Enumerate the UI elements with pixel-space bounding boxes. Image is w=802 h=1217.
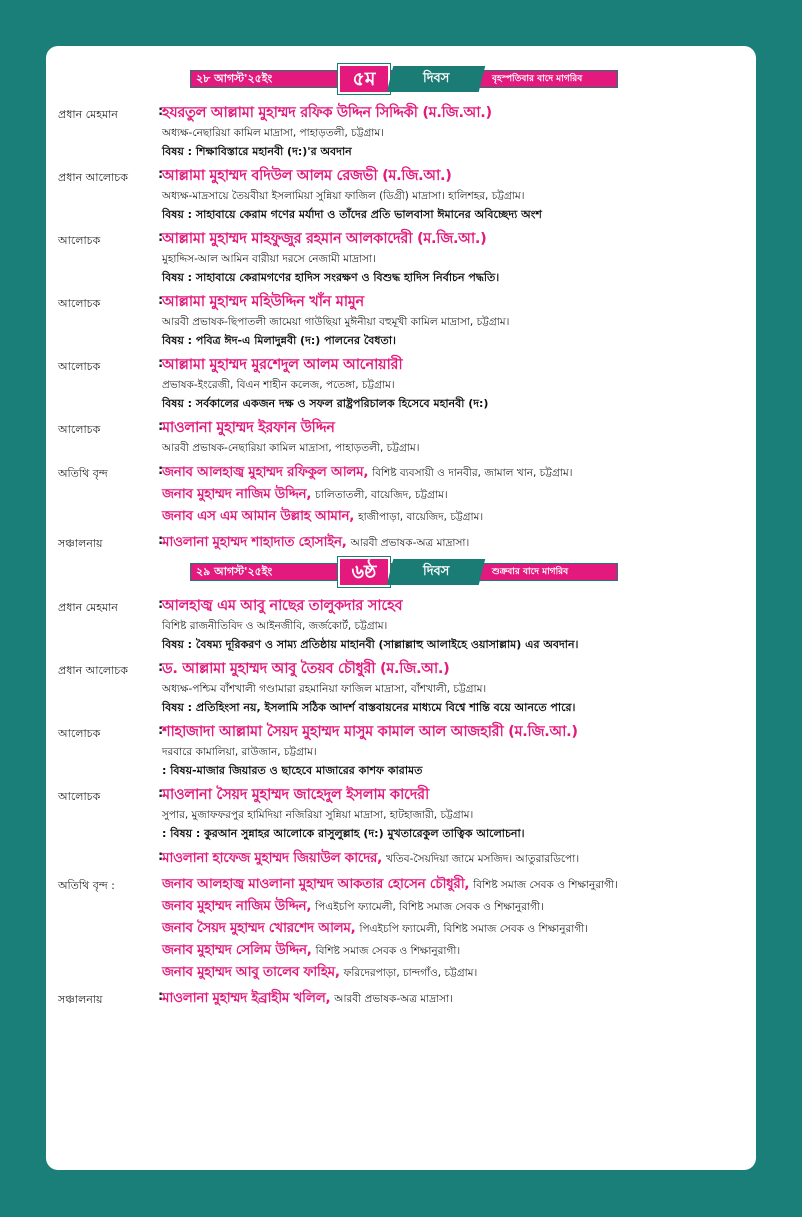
entry-role: প্রধান মেহমান — [58, 108, 118, 121]
guest-name: জনাব এস এম আমান উল্লাহ আমান, — [162, 508, 355, 524]
host-role: সঞ্চালনায় — [58, 537, 103, 550]
entry-institution: দরবারে কামালিয়া, রাউজান, চট্টগ্রাম। — [162, 746, 317, 758]
guest-name: জনাব আলহাজ্ব মুহাম্মদ রফিকুল আলম, — [162, 464, 369, 480]
entry-role: প্রধান মেহমান — [58, 601, 118, 614]
entry-institution: মুহাদ্দিস-আল আমিন বারীয়া দরসে নেজামী মাদ্রাসা। — [162, 253, 376, 265]
program-card — [46, 46, 756, 1170]
day6-banner — [46, 557, 756, 589]
guest-line — [162, 505, 756, 527]
guest-info: বিশিষ্ট সমাজ সেবক ও শিক্ষানুরাগী। — [315, 945, 461, 957]
entry-institution: অধ্যক্ষ-নেছারিয়া কামিল মাদ্রাসা, পাহাড়তলী, চট্টগ্রাম। — [162, 127, 384, 139]
entry-institution: অধ্যক্ষ-পশ্চিম বাঁশখালী গণ্ডামারা রহমানিয়া ফাজিল মাদ্রাসা, বাঁশখালী, চট্টগ্রাম। — [162, 683, 487, 695]
day6-entry-chief-speaker: প্রধান আলোচক : ড. আল্লামা মুহাম্মদ আবু তৈয়ব চৌধুরী (ম.জি.আ.) অধ্যক্ষ-পশ্চিম বাঁশখালী গণ্ডামারা রহমানিয়া ফাজিল মাদ্রাসা, বাঁশখালী, চট্টগ্রাম। বিষয় : প্রতিহিংসা নয়, ইসলামি সঠিক আদর্শ বাস্তবায়নের মাধ্যমে বিশ্বে শান্তি বয়ে আনতে পারে। — [46, 658, 756, 717]
host-line — [162, 531, 756, 553]
guest-info: বিশিষ্ট সমাজ সেবক ও শিক্ষানুরাগী। — [473, 879, 618, 891]
entry-role: আলোচক — [58, 360, 101, 373]
entry-name: আল্লামা মুহাম্মদ মুরশেদুল আলম আনোয়ারী — [162, 357, 403, 373]
entry-institution: বিশিষ্ট রাজনীতিবিদ ও আইনজীবি, জর্জকোর্ট, চট্টগ্রাম। — [162, 620, 388, 632]
entry-institution: প্রভাষক-ইংরেজী, বিএন শাহীন কলেজ, পতেঙ্গা, চট্টগ্রাম। — [162, 379, 395, 391]
guest-info: ফরিদেরপাড়া, চান্দগাঁও, চট্টগ্রাম। — [343, 967, 478, 979]
banner-day-word: দিবস — [387, 66, 485, 92]
entry-role: প্রধান আলোচক — [58, 171, 128, 184]
entry-name: আল্লামা মুহাম্মদ বদিউল আলম রেজভী (ম.জি.আ.) — [162, 168, 452, 184]
guest-line — [162, 461, 756, 483]
entry-name: ড. আল্লামা মুহাম্মদ আবু তৈয়ব চৌধুরী (ম.জি.আ.) — [162, 661, 450, 677]
entry-role: আলোচক — [58, 423, 101, 436]
day6-entry-chief-guest: প্রধান মেহমান : আলহাজ্ব এম আবু নাছের তালুকদার সাহেব বিশিষ্ট রাজনীতিবিদ ও আইনজীবি, জর্জকোর্ট, চট্টগ্রাম। বিষয় : বৈষম্য দূরিকরণ ও সাম্য প্রতিষ্ঠায় মাহানবী (সাল্লাল্লাহু আলাইহে ওয়াসাল্লাম) এর অবদান। — [46, 595, 756, 654]
banner-day-word: দিবস — [387, 559, 485, 585]
entry-topic: বিষয় : পবিত্র ঈদ-এ মিলাদুন্নবী (দ:) পালনের বৈধতা। — [162, 334, 396, 347]
entry-name: শাহাজাদা আল্লামা সৈয়দ মুহাম্মদ মাসুম কামাল আল আজহারী (ম.জি.আ.) — [162, 724, 578, 740]
entry-role: আলোচক — [58, 727, 101, 740]
guest-info: বিশিষ্ট ব্যবসায়ী ও দানবীর, জামাল খান, চট্টগ্রাম। — [372, 467, 573, 479]
host-info: আরবী প্রভাষক-অত্র মাদ্রাসা। — [350, 537, 470, 549]
guest-line — [162, 961, 756, 983]
day5-entry-chief-guest: প্রধান মেহমান : হযরতুল আল্লামা মুহাম্মদ রফিক উদ্দিন সিদ্দিকী (ম.জি.আ.) অধ্যক্ষ-নেছারিয়া কামিল মাদ্রাসা, পাহাড়তলী, চট্টগ্রাম। বিষয় : শিক্ষাবিস্তারে মহানবী (দ:)'র অবদান — [46, 102, 756, 161]
entry-role: আলোচক — [58, 234, 101, 247]
guest-info: চালিতাতলী, বায়েজিদ, চট্টগ্রাম। — [315, 489, 448, 501]
guest-name: জনাব মুহাম্মদ নাজিম উদ্দিন, — [162, 486, 312, 502]
host-role: সঞ্চালনায় — [58, 993, 103, 1006]
day5-entry-speaker: আলোচক : আল্লামা মুহাম্মদ মহিউদ্দিন খাঁন মামুন আরবী প্রভাষক-ছিপাতলী জামেয়া গাউছিয়া মুঈনীয়া বহুমূখী কামিল মাদ্রাসা, চট্টগ্রাম। বিষয় : পবিত্র ঈদ-এ মিলাদুন্নবী (দ:) পালনের বৈধতা। — [46, 291, 756, 350]
entry-topic: : বিষয়-মাজার জিয়ারত ও ছাহেবে মাজারের কাশফ কারামত — [162, 764, 423, 777]
entry-topic: বিষয় : প্রতিহিংসা নয়, ইসলামি সঠিক আদর্শ বাস্তবায়নের মাধ্যমে বিশ্বে শান্তি বয়ে আনতে পারে। — [162, 701, 576, 714]
day6-entry-speaker: আলোচক : শাহাজাদা আল্লামা সৈয়দ মুহাম্মদ মাসুম কামাল আল আজহারী (ম.জি.আ.) দরবারে কামালিয়া, রাউজান, চট্টগ্রাম। : বিষয়-মাজার জিয়ারত ও ছাহেবে মাজারের কাশফ কারামত — [46, 721, 756, 780]
entry-institution: অধ্যক্ষ-মাদ্রসায়ে তৈয়বীয়া ইসলামিয়া সুন্নিয়া ফাজিল (ডিগ্রী) মাদ্রাসা। হালিশহর, চট্টগ্রাম। — [162, 190, 525, 202]
banner-day-number: ৫ম — [338, 64, 390, 94]
guest-name: জনাব মুহাম্মদ আবু তালেব ফাহিম, — [162, 964, 340, 980]
host-name: মাওলানা মুহাম্মদ ইব্রাহীম খলিল, — [162, 990, 331, 1006]
entry-topic: বিষয় : শিক্ষাবিস্তারে মহানবী (দ:)'র অবদান — [162, 145, 352, 158]
guest-line — [162, 895, 756, 917]
entry-role: আলোচক — [58, 790, 101, 803]
entry-topic: বিষয় : বৈষম্য দূরিকরণ ও সাম্য প্রতিষ্ঠায় মাহানবী (সাল্লাল্লাহু আলাইহে ওয়াসাল্লাম) এর অবদান। — [162, 638, 579, 651]
banner-time: শুক্রবার বাদে মাগরিব — [492, 567, 569, 577]
day6-host: সঞ্চালনায় : মাওলানা মুহাম্মদ ইব্রাহীম খলিল, আরবী প্রভাষক-অত্র মাদ্রাসা। — [46, 987, 756, 1009]
day5-banner — [46, 64, 756, 96]
entry-name: মাওলানা মুহাম্মদ ইরফান উদ্দিন — [162, 420, 335, 436]
banner-time: বৃহস্পতিবার বাদে মাগরিব — [492, 74, 583, 84]
host-name: মাওলানা মুহাম্মদ শাহাদাত হোসাইন, — [162, 534, 347, 550]
entry-name: আল্লামা মুহাম্মদ মহিউদ্দিন খাঁন মামুন — [162, 294, 364, 310]
extra-name: মাওলানা হাফেজ মুহাম্মদ জিয়াউল কাদের, — [162, 850, 383, 866]
entry-institution: সুপার, মুজাফফরপুর হামিদিয়া নজিরিয়া সুন্নিয়া মাদ্রাসা, হাটহাজারী, চট্টগ্রাম। — [162, 809, 474, 821]
entry-institution: আরবী প্রভাষক-নেছারিয়া কামিল মাদ্রাসা, পাহাড়তলী, চট্টগ্রাম। — [162, 442, 420, 454]
day6-extra-speaker: : মাওলানা হাফেজ মুহাম্মদ জিয়াউল কাদের, খতিব-সৈয়দিয়া জামে মসজিদ। আতুরারডিপো। — [46, 847, 756, 869]
guests-role: অতিথি বৃন্দ — [58, 467, 108, 480]
entry-role: প্রধান আলোচক — [58, 664, 128, 677]
day5-guests: অতিথি বৃন্দ : জনাব আলহাজ্ব মুহাম্মদ রফিকুল আলম, বিশিষ্ট ব্যবসায়ী ও দানবীর, জামাল খান, চট্টগ্রাম। জনাব মুহাম্মদ নাজিম উদ্দিন, চালিতাতলী, বায়েজিদ, চট্টগ্রাম। জনাব এস এম আমান উল্লাহ আমান, হাজীপাড়া, বায়েজিদ, চট্টগ্রাম। — [46, 461, 756, 527]
banner-date: ২৯ আগস্ট'২৫ইং — [196, 565, 273, 578]
day6-guests — [46, 873, 756, 983]
guest-line — [162, 873, 756, 895]
entry-name: আল্লামা মুহাম্মদ মাহফুজুর রহমান আলকাদেরী (ম.জি.আ.) — [162, 231, 487, 247]
day5-entry-speaker: আলোচক : আল্লামা মুহাম্মদ মাহফুজুর রহমান আলকাদেরী (ম.জি.আ.) মুহাদ্দিস-আল আমিন বারীয়া দরসে নেজামী মাদ্রাসা। বিষয় : সাহাবায়ে কেরামগণের হাদিস সংরক্ষণ ও বিশুদ্ধ হাদিস নির্বাচন পদ্ধতি। — [46, 228, 756, 287]
guests-role: অতিথি বৃন্দ : — [58, 879, 115, 892]
day5-entry-chief-speaker: প্রধান আলোচক : আল্লামা মুহাম্মদ বদিউল আলম রেজভী (ম.জি.আ.) অধ্যক্ষ-মাদ্রসায়ে তৈয়বীয়া ইসলামিয়া সুন্নিয়া ফাজিল (ডিগ্রী) মাদ্রাসা। হালিশহর, চট্টগ্রাম। বিষয় : সাহাবায়ে কেরাম গণের মর্যাদা ও তাঁদের প্রতি ভালবাসা ঈমানের অবিচ্ছেদ্য অংশ — [46, 165, 756, 224]
entry-topic: বিষয় : সর্বকালের একজন দক্ষ ও সফল রাষ্ট্রপরিচালক হিসেবে মহানবী (দ:) — [162, 397, 489, 410]
extra-line — [162, 847, 756, 869]
guest-line — [162, 939, 756, 961]
entry-topic: : বিষয় : কুরআন সুন্নাহর আলোকে রাসুলুল্লাহ (দ:) মুখতারেকুল তাত্বিক আলোচনা। — [162, 827, 525, 840]
host-info: আরবী প্রভাষক-অত্র মাদ্রাসা। — [334, 993, 453, 1005]
entry-name: মাওলানা সৈয়দ মুহাম্মদ জাহেদুল ইসলাম কাদেরী — [162, 787, 429, 803]
guest-name: জনাব সৈয়দ মুহাম্মদ খোরশেদ আলম, — [162, 920, 356, 936]
entry-topic: বিষয় : সাহাবায়ে কেরাম গণের মর্যাদা ও তাঁদের প্রতি ভালবাসা ঈমানের অবিচ্ছেদ্য অংশ — [162, 208, 542, 221]
guest-name: জনাব মুহাম্মদ নাজিম উদ্দিন, — [162, 898, 312, 914]
entry-role: আলোচক — [58, 297, 101, 310]
banner-day-number: ৬ষ্ঠ — [338, 557, 390, 587]
day5-host: সঞ্চালনায় : মাওলানা মুহাম্মদ শাহাদাত হোসাইন, আরবী প্রভাষক-অত্র মাদ্রাসা। — [46, 531, 756, 553]
host-line — [162, 987, 756, 1009]
extra-info: খতিব-সৈয়দিয়া জামে মসজিদ। আতুরারডিপো। — [386, 853, 580, 865]
guest-line — [162, 917, 756, 939]
banner-date: ২৮ আগস্ট'২৫ইং — [196, 72, 273, 85]
entry-institution: আরবী প্রভাষক-ছিপাতলী জামেয়া গাউছিয়া মুঈনীয়া বহুমূখী কামিল মাদ্রাসা, চট্টগ্রাম। — [162, 316, 510, 328]
entry-name: হযরতুল আল্লামা মুহাম্মদ রফিক উদ্দিন সিদ্দিকী (ম.জি.আ.) — [162, 105, 492, 121]
guest-name: জনাব আলহাজ্ব মাওলানা মুহাম্মদ আকতার হোসেন চৌধুরী, — [162, 876, 470, 892]
guest-info: হাজীপাড়া, বায়েজিদ, চট্টগ্রাম। — [358, 511, 484, 523]
guest-info: পিএইচপি ফ্যামেলী, বিশিষ্ট সমাজ সেবক ও শিক্ষানুরাগী। — [359, 923, 588, 935]
entry-topic: বিষয় : সাহাবায়ে কেরামগণের হাদিস সংরক্ষণ ও বিশুদ্ধ হাদিস নির্বাচন পদ্ধতি। — [162, 271, 500, 284]
guest-line — [162, 483, 756, 505]
guest-name: জনাব মুহাম্মদ সেলিম উদ্দিন, — [162, 942, 312, 958]
guest-info: পিএইচপি ফ্যামেলী, বিশিষ্ট সমাজ সেবক ও শিক্ষানুরাগী। — [315, 901, 544, 913]
day5-entry-speaker: আলোচক : আল্লামা মুহাম্মদ মুরশেদুল আলম আনোয়ারী প্রভাষক-ইংরেজী, বিএন শাহীন কলেজ, পতেঙ্গা, চট্টগ্রাম। বিষয় : সর্বকালের একজন দক্ষ ও সফল রাষ্ট্রপরিচালক হিসেবে মহানবী (দ:) — [46, 354, 756, 413]
day6-entry-speaker: আলোচক : মাওলানা সৈয়দ মুহাম্মদ জাহেদুল ইসলাম কাদেরী সুপার, মুজাফফরপুর হামিদিয়া নজিরিয়া সুন্নিয়া মাদ্রাসা, হাটহাজারী, চট্টগ্রাম। : বিষয় : কুরআন সুন্নাহর আলোকে রাসুলুল্লাহ (দ:) মুখতারেকুল তাত্বিক আলোচনা। — [46, 784, 756, 843]
day5-entry-speaker: আলোচক : মাওলানা মুহাম্মদ ইরফান উদ্দিন আরবী প্রভাষক-নেছারিয়া কামিল মাদ্রাসা, পাহাড়তলী, চট্টগ্রাম। — [46, 417, 756, 457]
entry-name: আলহাজ্ব এম আবু নাছের তালুকদার সাহেব — [162, 598, 403, 614]
